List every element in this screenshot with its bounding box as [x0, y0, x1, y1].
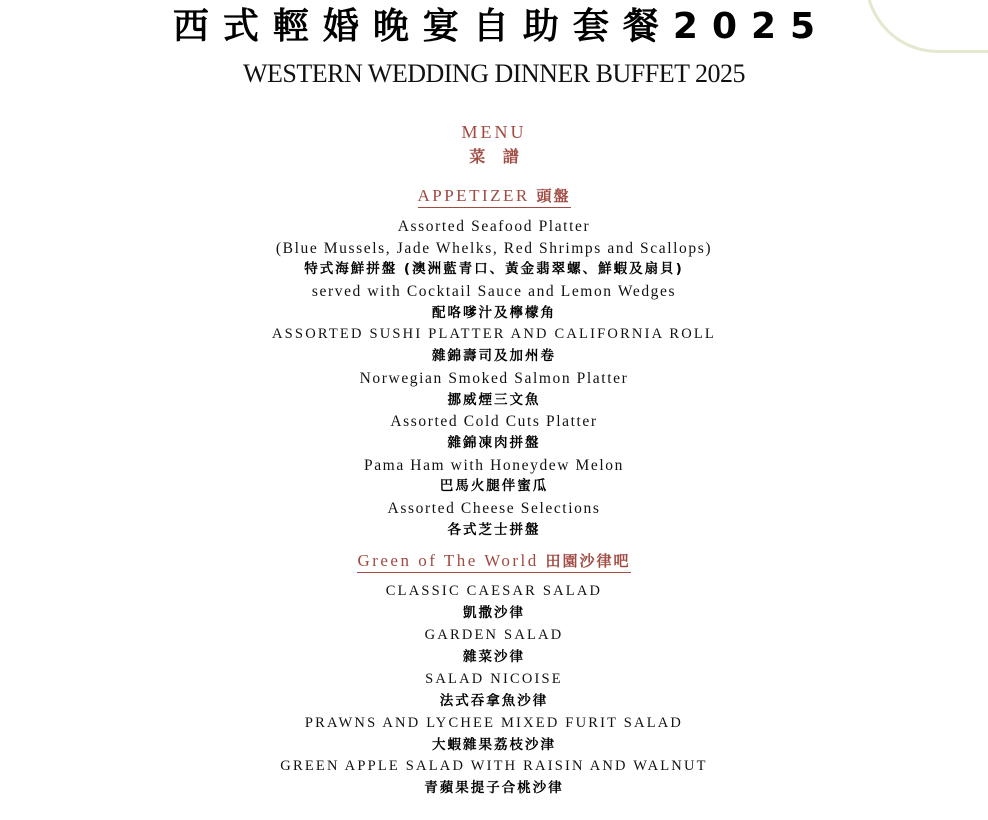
list-item: (Blue Mussels, Jade Whelks, Red Shrimps and Scallops) [275, 239, 713, 257]
menu-label-english: MENU [461, 122, 527, 142]
salad-heading-en: Green of The World [357, 551, 539, 571]
appetizer-heading-wrap [0, 186, 988, 216]
list-item: 巴馬火腿伴蜜瓜 [439, 478, 549, 495]
list-item: Assorted Cheese Selections [387, 499, 601, 517]
list-item: 特式海鮮拼盤 (澳洲藍青口、黃金翡翠螺、鮮蝦及扇貝) [304, 261, 684, 278]
page-title-chinese: 西式輕婚晚宴自助套餐2025 [172, 6, 830, 47]
list-item: SALAD NICOISE [425, 670, 563, 687]
appetizer-heading-en: APPETIZER [417, 186, 530, 205]
list-item: 挪威煙三文魚 [447, 391, 541, 408]
salad-heading-wrap [0, 551, 988, 581]
list-item: Pama Ham with Honeydew Melon [363, 456, 625, 474]
list-item: 凱撒沙律 [463, 605, 525, 622]
list-item: Assorted Cold Cuts Platter [390, 413, 598, 431]
list-item: 青蘋果提子合桃沙律 [424, 780, 564, 797]
list-item: Norwegian Smoked Salmon Platter [359, 369, 629, 387]
list-item: 雜菜沙律 [463, 648, 525, 665]
page-title-english: WESTERN WEDDING DINNER BUFFET 2025 [242, 59, 746, 88]
list-item: served with Cocktail Sauce and Lemon Wedges [311, 283, 677, 301]
salad-heading-cn: 田園沙律吧 [545, 552, 631, 571]
list-item: Assorted Seafood Platter [397, 218, 591, 235]
salad-list [0, 581, 988, 800]
salad-heading [357, 551, 630, 573]
list-item: CLASSIC CAESAR SALAD [385, 583, 603, 600]
list-item: 大蝦雜果荔枝沙津 [432, 736, 556, 753]
list-item: 各式芝士拼盤 [447, 521, 541, 538]
list-item: GARDEN SALAD [424, 627, 564, 644]
list-item: 配咯嗲汁及檸檬角 [432, 304, 556, 321]
list-item: ASSORTED SUSHI PLATTER AND CALIFORNIA ROLL [272, 326, 716, 343]
menu-label-chinese: 菜 譜 [469, 147, 525, 166]
list-item: GREEN APPLE SALAD WITH RAISIN AND WALNUT [280, 758, 708, 775]
appetizer-heading-cn: 頭盤 [536, 187, 571, 205]
appetizer-list [0, 216, 988, 541]
appetizer-heading [418, 186, 571, 208]
list-item: PRAWNS AND LYCHEE MIXED FURIT SALAD [304, 714, 684, 731]
list-item: 雜錦壽司及加州卷 [432, 348, 556, 365]
list-item: 法式吞拿魚沙律 [439, 692, 549, 709]
list-item: 雜錦凍肉拼盤 [447, 434, 541, 451]
